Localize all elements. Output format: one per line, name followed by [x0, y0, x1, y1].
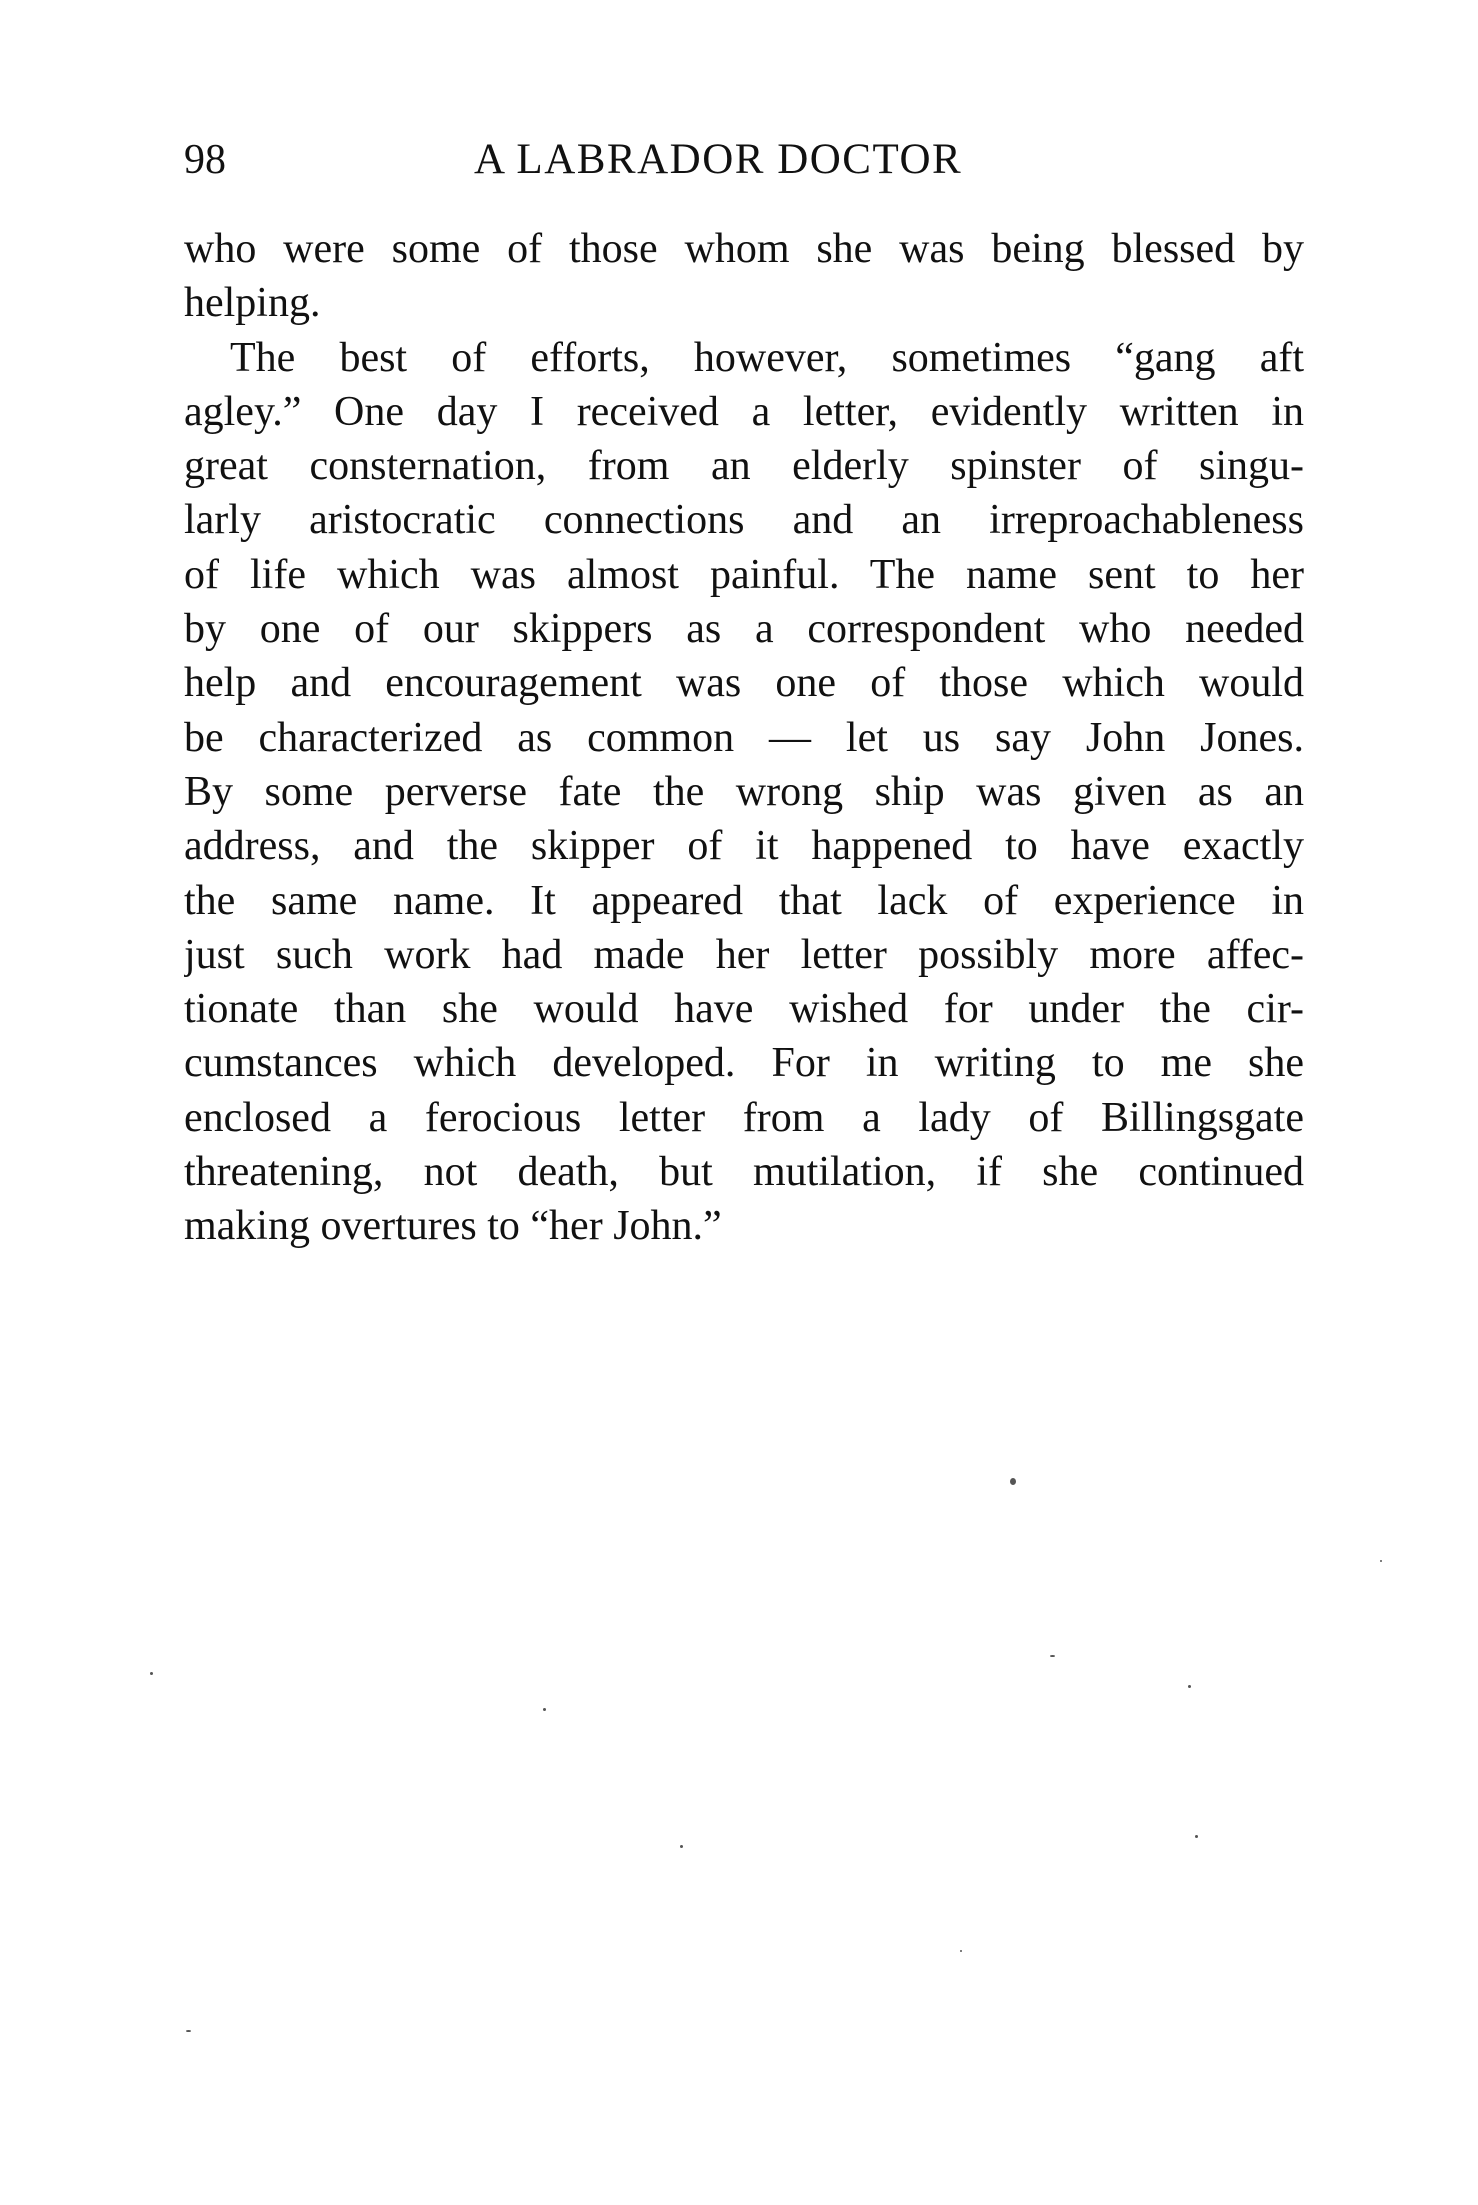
scan-speck	[680, 1845, 683, 1848]
scan-speck	[1380, 1560, 1382, 1562]
text-line: the same name. It appeared that lack of experience in	[184, 877, 1304, 924]
text-line: who were some of those whom she was being blessed by	[184, 226, 1304, 272]
text-line: enclosed a ferocious letter from a lady of Billingsgate	[184, 1094, 1304, 1141]
scan-speck	[186, 2030, 191, 2032]
text-line: cumstances which developed. For in writing to me she	[184, 1040, 1304, 1087]
text-line: by one of our skippers as a correspondent who needed	[184, 606, 1304, 653]
scan-speck	[543, 1708, 546, 1711]
scan-speck	[1188, 1685, 1191, 1688]
paragraph	[184, 222, 1304, 331]
text-line: be characterized as common — let us say John Jones.	[184, 714, 1304, 761]
text-line: tionate than she would have wished for under the cir-	[184, 986, 1304, 1033]
text-line: of life which was almost painful. The name sent to her	[184, 551, 1304, 598]
text-line: By some perverse fate the wrong ship was given as an	[184, 768, 1304, 815]
text-line: address, and the skipper of it happened to have exactly	[184, 823, 1304, 870]
text-line: just such work had made her letter possibly more affec-	[184, 931, 1304, 978]
text-line: agley.” One day I received a letter, evidently written in	[184, 388, 1304, 435]
text-line: help and encouragement was one of those which would	[184, 660, 1304, 707]
text-line: making overtures to “her John.”	[184, 1203, 722, 1250]
text-line: threatening, not death, but mutilation, if she continued	[184, 1149, 1304, 1196]
text-line: The best of efforts, however, sometimes “gang aft	[230, 334, 1304, 381]
text-line: helping.	[184, 280, 321, 327]
text-line: great consternation, from an elderly spinster of singu-	[184, 443, 1304, 490]
scan-speck	[1010, 1478, 1016, 1485]
paragraph	[184, 331, 1304, 1254]
running-head	[184, 130, 1304, 190]
page-number: 98	[184, 137, 226, 183]
scan-speck	[960, 1950, 962, 1952]
body-text	[184, 222, 1304, 1254]
scan-speck	[1050, 1655, 1055, 1657]
scan-speck	[150, 1672, 153, 1675]
running-title: A LABRADOR DOCTOR	[474, 136, 963, 183]
text-line: larly aristocratic connections and an irreproachableness	[184, 497, 1304, 544]
scan-speck	[1195, 1835, 1198, 1838]
